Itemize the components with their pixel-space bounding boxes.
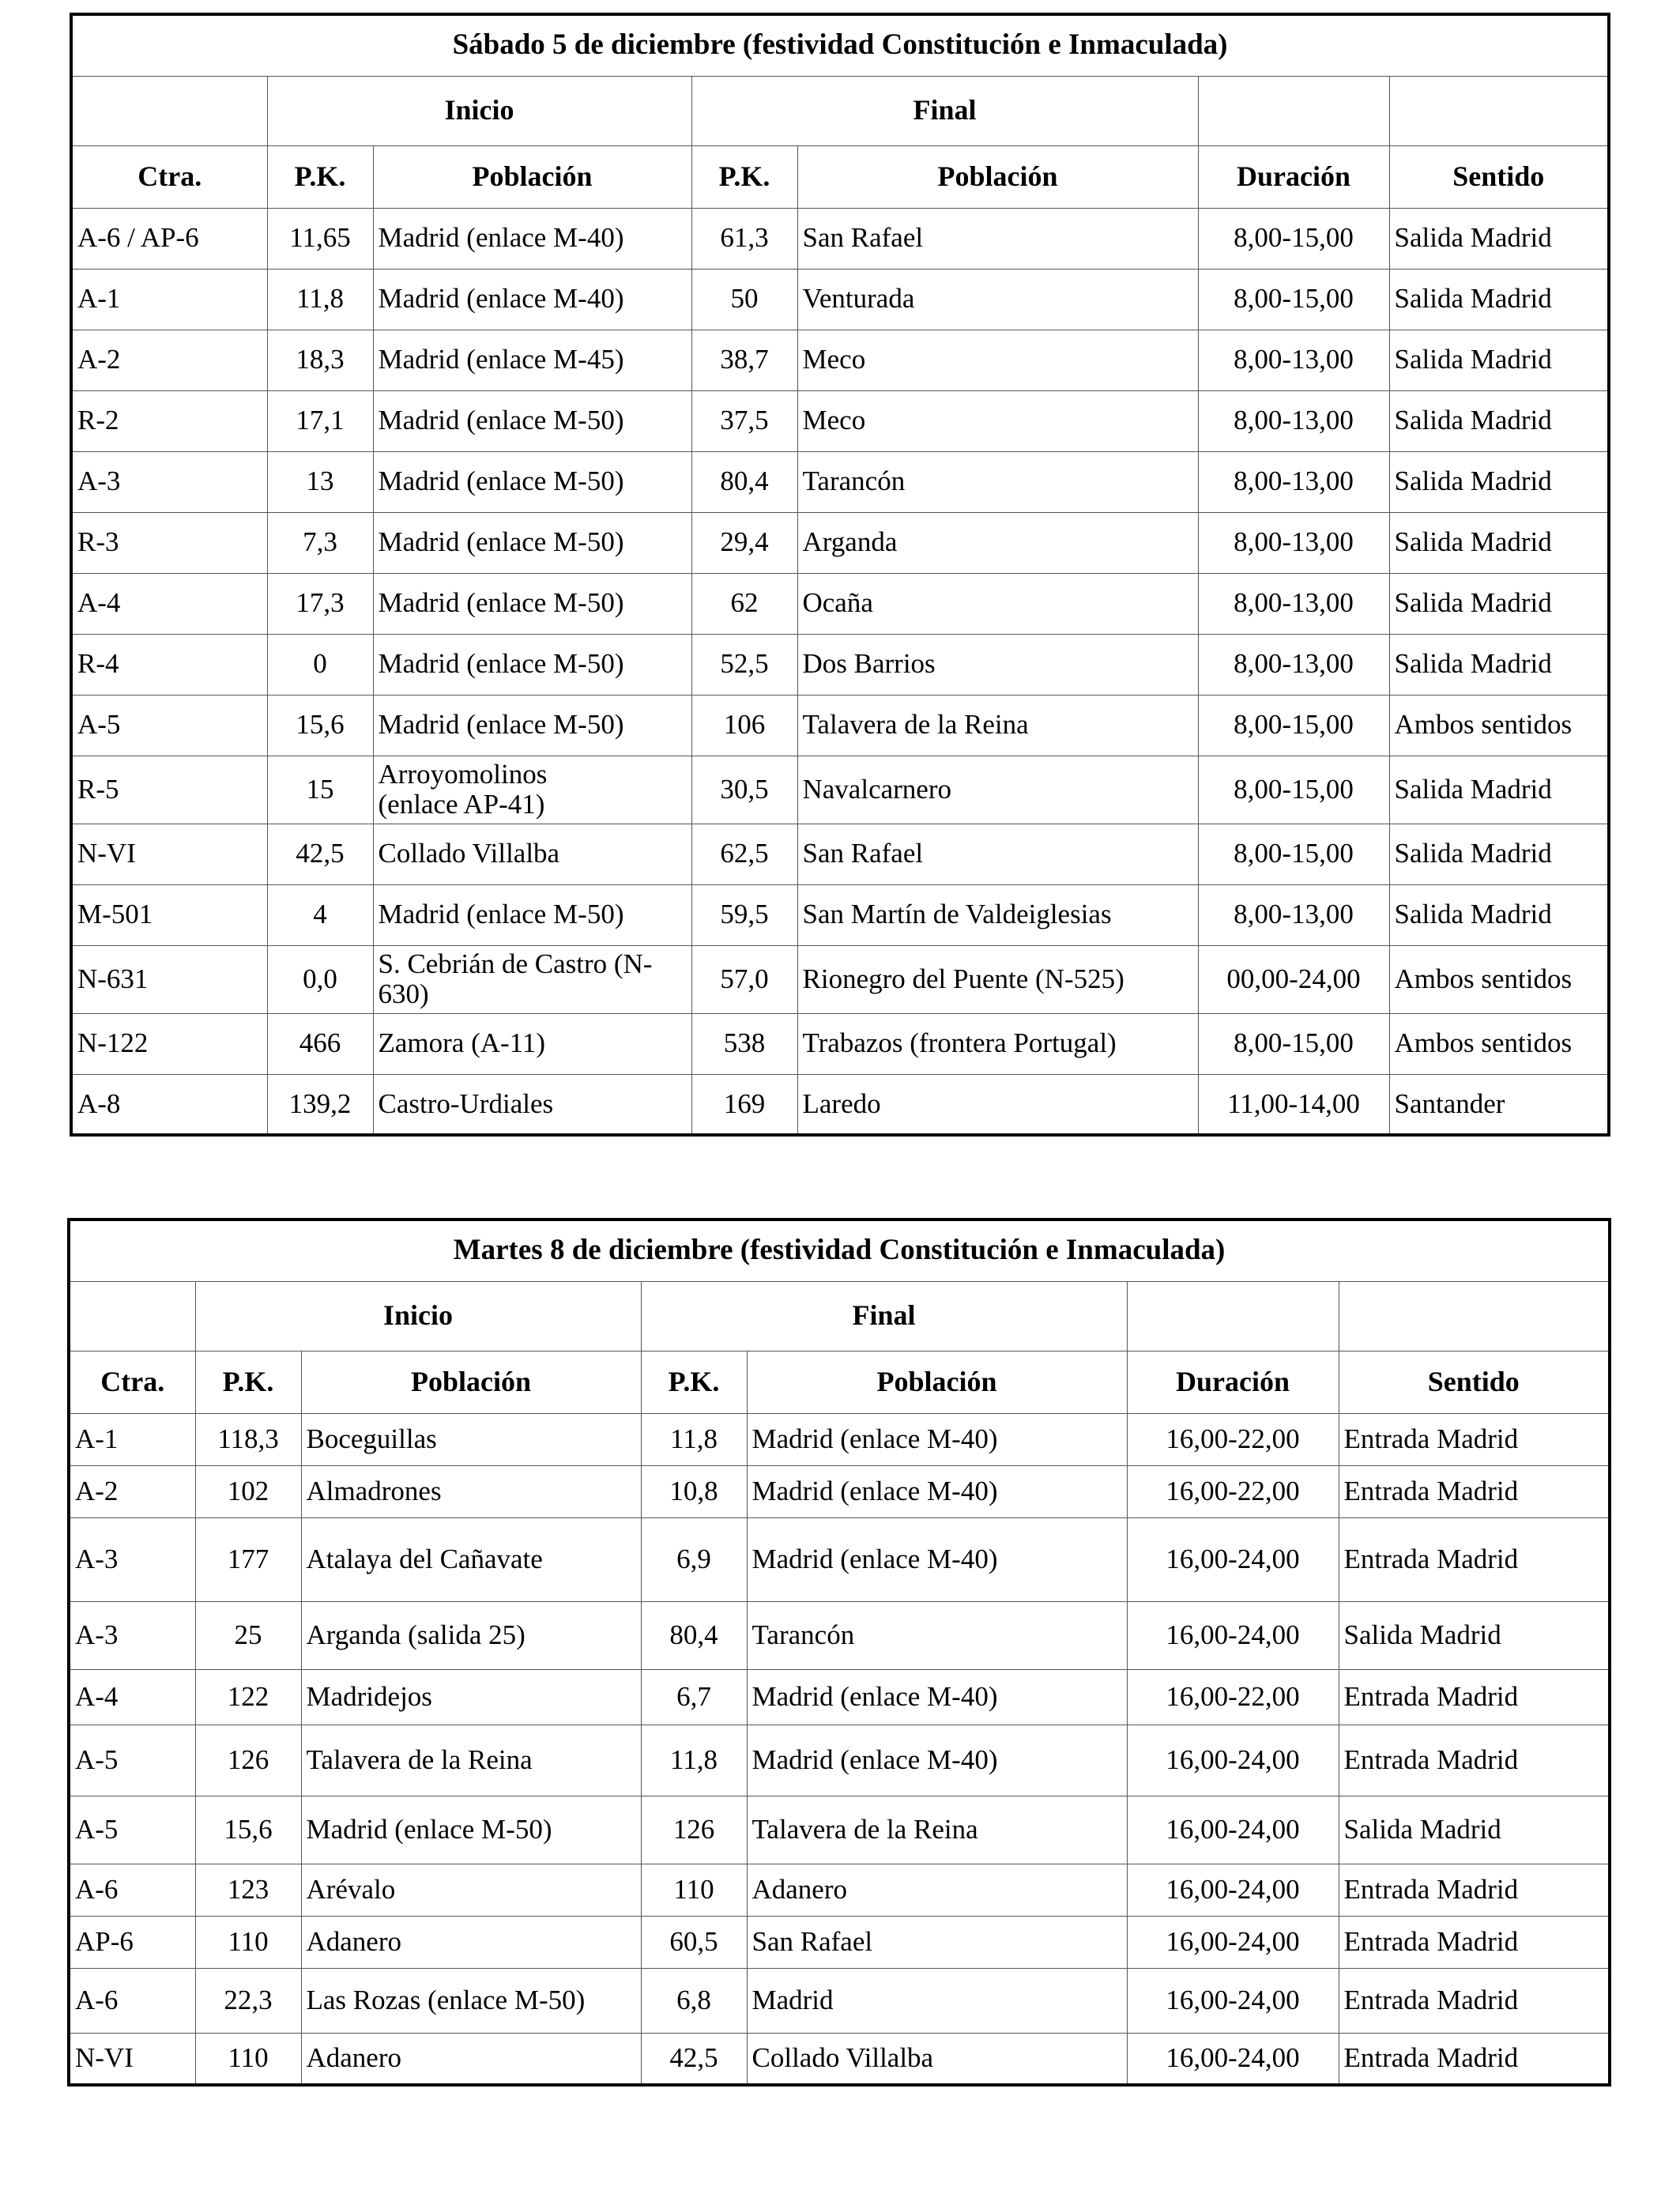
cell-poblacion-final: Meco [797, 330, 1198, 390]
table-title: Sábado 5 de diciembre (festividad Constitución e Inmaculada) [71, 14, 1609, 76]
cell-duracion: 8,00-13,00 [1198, 512, 1389, 573]
group-header-final: Final [691, 76, 1198, 145]
cell-pk-inicio: 110 [195, 1916, 301, 1968]
cell-poblacion-final: Rionegro del Puente (N-525) [797, 945, 1198, 1013]
cell-pk-final: 52,5 [691, 634, 797, 695]
cell-ctra: A-1 [69, 1413, 195, 1465]
cell-poblacion-final: Meco [797, 390, 1198, 451]
cell-pk-final: 57,0 [691, 945, 797, 1013]
cell-pk-inicio: 25 [195, 1601, 301, 1669]
cell-duracion: 16,00-24,00 [1127, 1968, 1339, 2033]
cell-duracion: 8,00-15,00 [1198, 269, 1389, 330]
cell-pk-final: 62,5 [691, 824, 797, 884]
table-row [69, 1796, 1610, 1864]
cell-duracion: 11,00-14,00 [1198, 1074, 1389, 1135]
cell-poblacion-final: Trabazos (frontera Portugal) [797, 1013, 1198, 1074]
cell-poblacion-inicio: Atalaya del Cañavate [301, 1517, 641, 1601]
cell-poblacion-final: Laredo [797, 1074, 1198, 1135]
cell-pk-final: 6,7 [641, 1669, 747, 1725]
column-header-sentido: Sentido [1389, 145, 1609, 208]
schedule-table-saturday [70, 13, 1610, 1137]
cell-pk-final: 110 [641, 1864, 747, 1916]
table-row [71, 573, 1609, 634]
cell-pk-inicio: 18,3 [267, 330, 373, 390]
cell-pk-final: 42,5 [641, 2033, 747, 2085]
cell-duracion: 16,00-22,00 [1127, 1465, 1339, 1517]
cell-duracion: 8,00-13,00 [1198, 573, 1389, 634]
cell-poblacion-inicio: Las Rozas (enlace M-50) [301, 1968, 641, 2033]
empty-header-cell [1339, 1281, 1610, 1351]
cell-pk-final: 37,5 [691, 390, 797, 451]
cell-pk-inicio: 102 [195, 1465, 301, 1517]
cell-ctra: M-501 [71, 884, 267, 945]
table-body [71, 208, 1609, 1135]
cell-poblacion-final: San Rafael [797, 824, 1198, 884]
cell-poblacion-inicio: Madrid (enlace M-40) [373, 208, 691, 269]
cell-poblacion-final: Navalcarnero [797, 756, 1198, 824]
table-row [69, 1465, 1610, 1517]
cell-pk-final: 6,8 [641, 1968, 747, 2033]
cell-pk-final: 50 [691, 269, 797, 330]
cell-sentido: Ambos sentidos [1389, 945, 1609, 1013]
cell-pk-final: 6,9 [641, 1517, 747, 1601]
cell-sentido: Salida Madrid [1389, 451, 1609, 512]
table-row [71, 695, 1609, 756]
cell-sentido: Entrada Madrid [1339, 1517, 1610, 1601]
column-header-duracion: Duración [1198, 145, 1389, 208]
cell-poblacion-final: Ocaña [797, 573, 1198, 634]
cell-pk-final: 126 [641, 1796, 747, 1864]
cell-pk-inicio: 7,3 [267, 512, 373, 573]
column-header-poblacion-inicio: Población [373, 145, 691, 208]
cell-pk-final: 80,4 [691, 451, 797, 512]
column-header-sentido: Sentido [1339, 1351, 1610, 1413]
table-row [69, 1413, 1610, 1465]
cell-poblacion-final: Adanero [747, 1864, 1127, 1916]
cell-poblacion-inicio: Madrid (enlace M-50) [373, 695, 691, 756]
cell-pk-inicio: 15 [267, 756, 373, 824]
cell-poblacion-final: Madrid (enlace M-40) [747, 1517, 1127, 1601]
cell-ctra: A-3 [69, 1601, 195, 1669]
table-row [69, 1517, 1610, 1601]
cell-poblacion-final: San Martín de Valdeiglesias [797, 884, 1198, 945]
cell-pk-inicio: 13 [267, 451, 373, 512]
cell-ctra: A-2 [69, 1465, 195, 1517]
cell-ctra: A-5 [69, 1796, 195, 1864]
cell-pk-inicio: 42,5 [267, 824, 373, 884]
cell-sentido: Salida Madrid [1389, 756, 1609, 824]
table-row [69, 1669, 1610, 1725]
cell-pk-inicio: 11,65 [267, 208, 373, 269]
cell-poblacion-final: Madrid (enlace M-40) [747, 1413, 1127, 1465]
cell-sentido: Salida Madrid [1389, 573, 1609, 634]
cell-sentido: Entrada Madrid [1339, 1413, 1610, 1465]
cell-poblacion-inicio: Madrid (enlace M-50) [373, 573, 691, 634]
group-header-inicio: Inicio [195, 1281, 641, 1351]
cell-duracion: 00,00-24,00 [1198, 945, 1389, 1013]
cell-poblacion-inicio: Boceguillas [301, 1413, 641, 1465]
cell-ctra: A-2 [71, 330, 267, 390]
cell-sentido: Entrada Madrid [1339, 1669, 1610, 1725]
column-header-duracion: Duración [1127, 1351, 1339, 1413]
cell-pk-inicio: 139,2 [267, 1074, 373, 1135]
empty-header-cell [71, 76, 267, 145]
cell-poblacion-final: Collado Villalba [747, 2033, 1127, 2085]
cell-duracion: 16,00-24,00 [1127, 1864, 1339, 1916]
cell-ctra: A-6 / AP-6 [71, 208, 267, 269]
cell-sentido: Entrada Madrid [1339, 1465, 1610, 1517]
cell-pk-inicio: 466 [267, 1013, 373, 1074]
cell-duracion: 16,00-24,00 [1127, 1517, 1339, 1601]
cell-duracion: 8,00-13,00 [1198, 634, 1389, 695]
cell-pk-final: 169 [691, 1074, 797, 1135]
cell-duracion: 8,00-15,00 [1198, 1013, 1389, 1074]
cell-poblacion-inicio: Madrid (enlace M-50) [373, 390, 691, 451]
column-header-poblacion-inicio: Población [301, 1351, 641, 1413]
cell-pk-final: 30,5 [691, 756, 797, 824]
cell-ctra: A-6 [69, 1968, 195, 2033]
cell-sentido: Salida Madrid [1389, 208, 1609, 269]
cell-poblacion-final: Talavera de la Reina [747, 1796, 1127, 1864]
cell-pk-inicio: 0 [267, 634, 373, 695]
group-header-inicio: Inicio [267, 76, 691, 145]
cell-ctra: R-3 [71, 512, 267, 573]
cell-pk-final: 60,5 [641, 1916, 747, 1968]
cell-pk-inicio: 122 [195, 1669, 301, 1725]
table-row [69, 1725, 1610, 1796]
cell-ctra: A-3 [71, 451, 267, 512]
table-row [71, 1013, 1609, 1074]
column-header-pk-final: P.K. [641, 1351, 747, 1413]
cell-poblacion-inicio: Madrid (enlace M-45) [373, 330, 691, 390]
cell-sentido: Salida Madrid [1389, 330, 1609, 390]
table-row [71, 269, 1609, 330]
cell-duracion: 8,00-13,00 [1198, 390, 1389, 451]
cell-poblacion-inicio: Arévalo [301, 1864, 641, 1916]
table-row [69, 2033, 1610, 2085]
cell-poblacion-inicio: Madrid (enlace M-50) [373, 451, 691, 512]
cell-sentido: Santander [1389, 1074, 1609, 1135]
column-header-poblacion-final: Población [797, 145, 1198, 208]
cell-ctra: N-122 [71, 1013, 267, 1074]
cell-poblacion-final: Madrid (enlace M-40) [747, 1465, 1127, 1517]
column-header-pk-inicio: P.K. [195, 1351, 301, 1413]
cell-duracion: 16,00-24,00 [1127, 1916, 1339, 1968]
cell-pk-inicio: 15,6 [267, 695, 373, 756]
cell-sentido: Salida Madrid [1389, 634, 1609, 695]
cell-poblacion-inicio: Arganda (salida 25) [301, 1601, 641, 1669]
cell-pk-final: 62 [691, 573, 797, 634]
column-header-pk-inicio: P.K. [267, 145, 373, 208]
table-row [71, 824, 1609, 884]
table-row [71, 208, 1609, 269]
cell-poblacion-final: San Rafael [797, 208, 1198, 269]
cell-sentido: Salida Madrid [1339, 1601, 1610, 1669]
table-row [71, 1074, 1609, 1135]
empty-header-cell [1198, 76, 1389, 145]
cell-duracion: 16,00-24,00 [1127, 2033, 1339, 2085]
cell-pk-final: 11,8 [641, 1725, 747, 1796]
group-header-final: Final [641, 1281, 1127, 1351]
table-row [71, 330, 1609, 390]
cell-poblacion-inicio: Madridejos [301, 1669, 641, 1725]
cell-duracion: 16,00-22,00 [1127, 1413, 1339, 1465]
cell-pk-inicio: 15,6 [195, 1796, 301, 1864]
cell-duracion: 8,00-13,00 [1198, 884, 1389, 945]
cell-sentido: Salida Madrid [1389, 824, 1609, 884]
cell-poblacion-final: Madrid (enlace M-40) [747, 1669, 1127, 1725]
table-row [71, 451, 1609, 512]
cell-pk-final: 106 [691, 695, 797, 756]
cell-pk-inicio: 110 [195, 2033, 301, 2085]
cell-ctra: A-4 [71, 573, 267, 634]
table-row [71, 390, 1609, 451]
cell-ctra: A-1 [71, 269, 267, 330]
cell-sentido: Salida Madrid [1389, 512, 1609, 573]
cell-duracion: 16,00-24,00 [1127, 1796, 1339, 1864]
cell-duracion: 8,00-15,00 [1198, 824, 1389, 884]
cell-pk-inicio: 4 [267, 884, 373, 945]
table-row [69, 1864, 1610, 1916]
cell-poblacion-inicio: Madrid (enlace M-50) [373, 884, 691, 945]
cell-ctra: A-4 [69, 1669, 195, 1725]
cell-sentido: Ambos sentidos [1389, 695, 1609, 756]
cell-poblacion-final: Madrid [747, 1968, 1127, 2033]
cell-pk-inicio: 17,3 [267, 573, 373, 634]
cell-duracion: 16,00-22,00 [1127, 1669, 1339, 1725]
empty-header-cell [1127, 1281, 1339, 1351]
cell-ctra: A-5 [71, 695, 267, 756]
table-body [69, 1413, 1610, 2085]
cell-ctra: A-3 [69, 1517, 195, 1601]
cell-ctra: R-5 [71, 756, 267, 824]
cell-poblacion-final: Madrid (enlace M-40) [747, 1725, 1127, 1796]
column-header-ctra: Ctra. [69, 1351, 195, 1413]
cell-sentido: Entrada Madrid [1339, 2033, 1610, 2085]
cell-poblacion-inicio: Madrid (enlace M-50) [373, 634, 691, 695]
cell-poblacion-inicio: Madrid (enlace M-40) [373, 269, 691, 330]
table-row [69, 1968, 1610, 2033]
cell-sentido: Ambos sentidos [1389, 1013, 1609, 1074]
cell-pk-final: 538 [691, 1013, 797, 1074]
schedule-table-tuesday [67, 1218, 1611, 2087]
cell-pk-inicio: 118,3 [195, 1413, 301, 1465]
cell-pk-inicio: 17,1 [267, 390, 373, 451]
cell-pk-inicio: 0,0 [267, 945, 373, 1013]
cell-poblacion-final: San Rafael [747, 1916, 1127, 1968]
table-row [69, 1601, 1610, 1669]
cell-sentido: Salida Madrid [1339, 1796, 1610, 1864]
column-header-poblacion-final: Población [747, 1351, 1127, 1413]
table-row [71, 884, 1609, 945]
cell-pk-inicio: 11,8 [267, 269, 373, 330]
cell-sentido: Entrada Madrid [1339, 1968, 1610, 2033]
cell-poblacion-final: Talavera de la Reina [797, 695, 1198, 756]
cell-pk-final: 59,5 [691, 884, 797, 945]
cell-pk-inicio: 22,3 [195, 1968, 301, 2033]
cell-sentido: Salida Madrid [1389, 390, 1609, 451]
cell-poblacion-inicio: S. Cebrián de Castro (N-630) [373, 945, 691, 1013]
cell-pk-inicio: 177 [195, 1517, 301, 1601]
cell-poblacion-final: Arganda [797, 512, 1198, 573]
cell-duracion: 8,00-13,00 [1198, 330, 1389, 390]
cell-sentido: Entrada Madrid [1339, 1916, 1610, 1968]
cell-poblacion-inicio: Almadrones [301, 1465, 641, 1517]
cell-poblacion-final: Dos Barrios [797, 634, 1198, 695]
cell-ctra: R-4 [71, 634, 267, 695]
cell-pk-inicio: 126 [195, 1725, 301, 1796]
cell-ctra: N-VI [71, 824, 267, 884]
table-row [71, 512, 1609, 573]
cell-pk-final: 80,4 [641, 1601, 747, 1669]
cell-ctra: AP-6 [69, 1916, 195, 1968]
cell-sentido: Salida Madrid [1389, 269, 1609, 330]
table-title: Martes 8 de diciembre (festividad Constitución e Inmaculada) [69, 1220, 1610, 1281]
cell-sentido: Salida Madrid [1389, 884, 1609, 945]
cell-poblacion-inicio: Adanero [301, 1916, 641, 1968]
table-row [71, 634, 1609, 695]
cell-poblacion-inicio: Adanero [301, 2033, 641, 2085]
empty-header-cell [1389, 76, 1609, 145]
cell-ctra: N-VI [69, 2033, 195, 2085]
cell-poblacion-inicio: Madrid (enlace M-50) [373, 512, 691, 573]
cell-ctra: N-631 [71, 945, 267, 1013]
cell-poblacion-inicio: Castro-Urdiales [373, 1074, 691, 1135]
cell-pk-final: 10,8 [641, 1465, 747, 1517]
cell-duracion: 8,00-13,00 [1198, 451, 1389, 512]
cell-poblacion-inicio: Madrid (enlace M-50) [301, 1796, 641, 1864]
cell-pk-inicio: 123 [195, 1864, 301, 1916]
cell-sentido: Entrada Madrid [1339, 1864, 1610, 1916]
cell-poblacion-inicio: Zamora (A-11) [373, 1013, 691, 1074]
column-header-pk-final: P.K. [691, 145, 797, 208]
cell-pk-final: 61,3 [691, 208, 797, 269]
cell-poblacion-inicio: Arroyomolinos (enlace AP-41) [373, 756, 691, 824]
table-row [69, 1916, 1610, 1968]
cell-ctra: A-8 [71, 1074, 267, 1135]
table-row [71, 756, 1609, 824]
cell-sentido: Entrada Madrid [1339, 1725, 1610, 1796]
cell-pk-final: 11,8 [641, 1413, 747, 1465]
cell-pk-final: 38,7 [691, 330, 797, 390]
cell-poblacion-inicio: Collado Villalba [373, 824, 691, 884]
cell-poblacion-final: Tarancón [797, 451, 1198, 512]
cell-poblacion-final: Venturada [797, 269, 1198, 330]
cell-duracion: 8,00-15,00 [1198, 695, 1389, 756]
column-header-ctra: Ctra. [71, 145, 267, 208]
empty-header-cell [69, 1281, 195, 1351]
cell-poblacion-final: Tarancón [747, 1601, 1127, 1669]
cell-poblacion-inicio: Talavera de la Reina [301, 1725, 641, 1796]
cell-ctra: A-5 [69, 1725, 195, 1796]
cell-duracion: 8,00-15,00 [1198, 208, 1389, 269]
cell-duracion: 16,00-24,00 [1127, 1601, 1339, 1669]
cell-duracion: 16,00-24,00 [1127, 1725, 1339, 1796]
cell-pk-final: 29,4 [691, 512, 797, 573]
cell-duracion: 8,00-15,00 [1198, 756, 1389, 824]
cell-ctra: A-6 [69, 1864, 195, 1916]
cell-ctra: R-2 [71, 390, 267, 451]
table-row [71, 945, 1609, 1013]
